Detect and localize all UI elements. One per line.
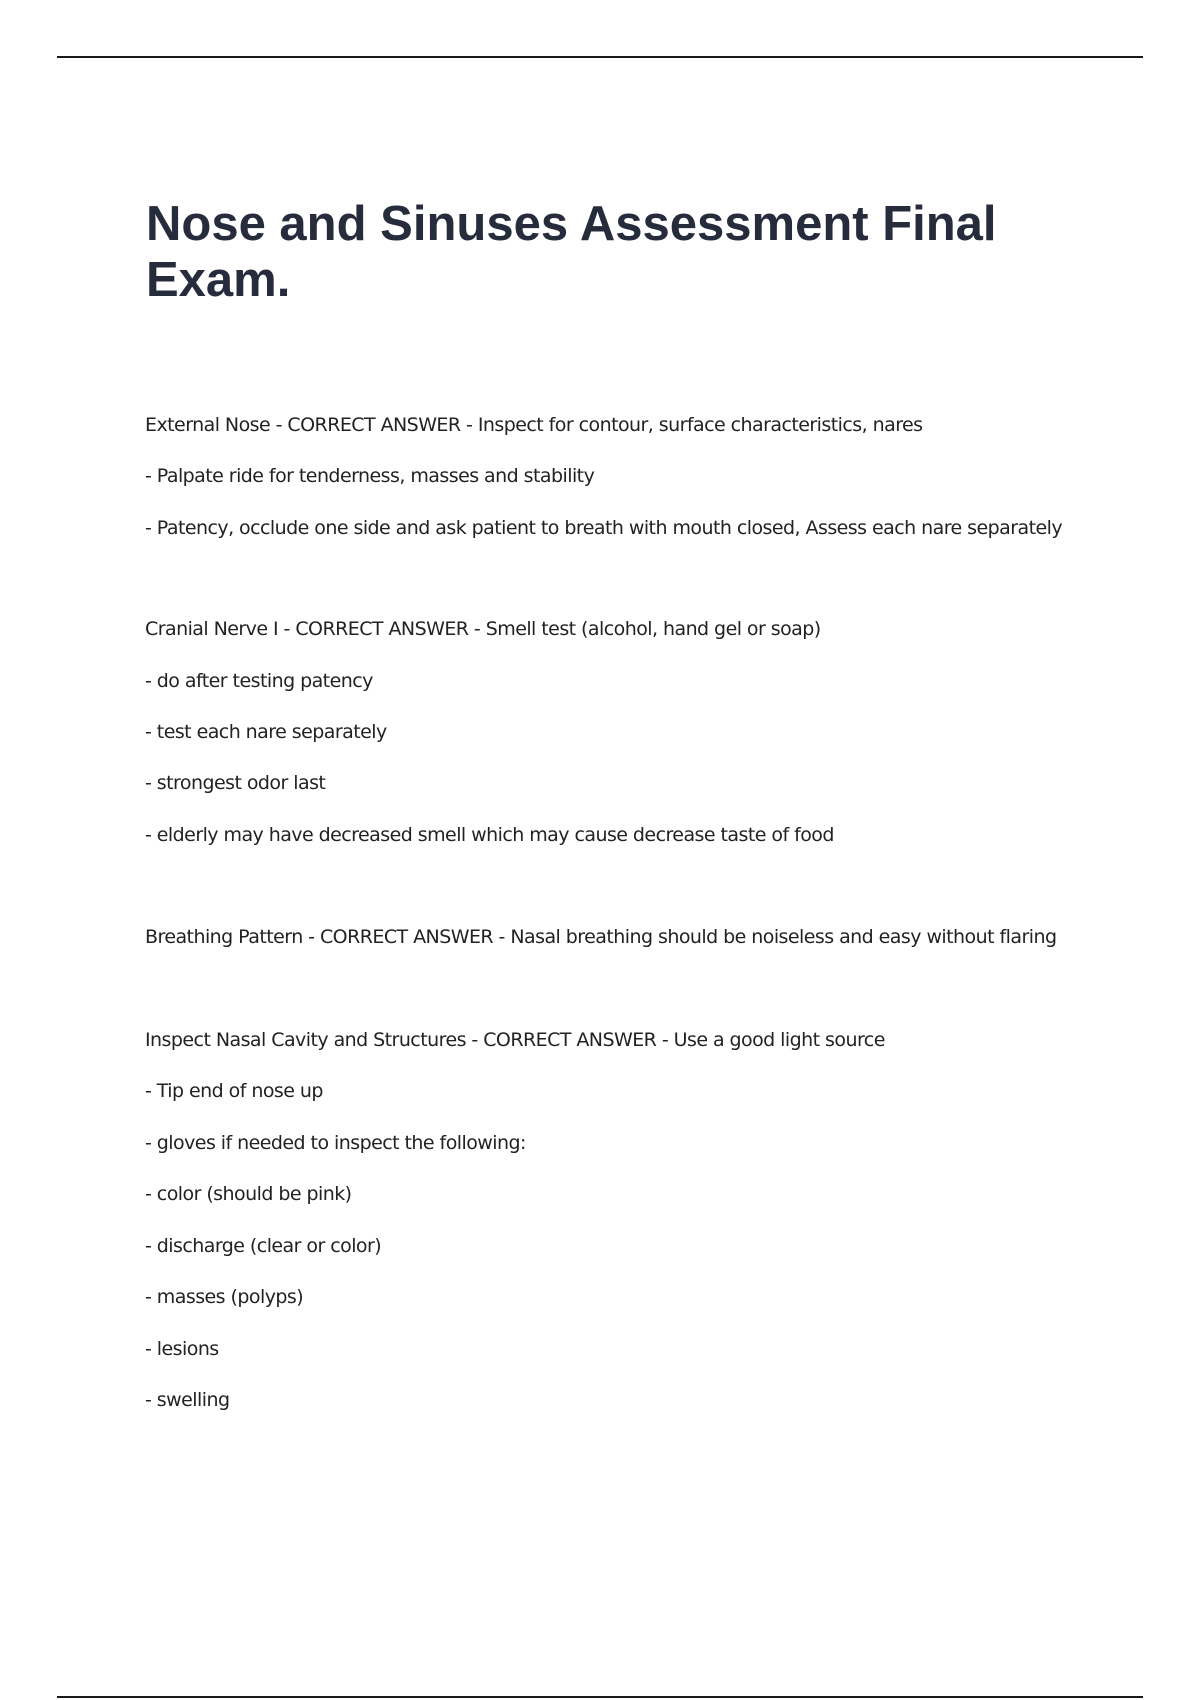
bullet-line: - elderly may have decreased smell which may cause decrease taste of food	[145, 824, 834, 846]
footer-rule	[57, 1696, 1143, 1698]
bullet-line: - masses (polyps)	[145, 1286, 304, 1308]
qa-cranial-nerve: Cranial Nerve I - CORRECT ANSWER - Smell test (alcohol, hand gel or soap)	[145, 618, 821, 640]
bullet-line: - test each nare separately	[145, 721, 387, 743]
qa-breathing-pattern: Breathing Pattern - CORRECT ANSWER - Nasal breathing should be noiseless and easy without flaring	[145, 926, 1057, 948]
bullet-line: - do after testing patency	[145, 670, 373, 692]
page-title: Nose and Sinuses Assessment Final Exam.	[146, 197, 997, 307]
bullet-line: - discharge (clear or color)	[145, 1235, 382, 1257]
bullet-line: - gloves if needed to inspect the following:	[145, 1132, 526, 1154]
bullet-line: - Palpate ride for tenderness, masses and stability	[145, 465, 595, 487]
bullet-line: - Patency, occlude one side and ask patient to breath with mouth closed, Assess each nare separately	[145, 517, 1063, 539]
bullet-line: - lesions	[145, 1338, 219, 1360]
bullet-line: - color (should be pink)	[145, 1183, 352, 1205]
qa-nasal-cavity: Inspect Nasal Cavity and Structures - CORRECT ANSWER - Use a good light source	[145, 1029, 885, 1051]
bullet-line: - strongest odor last	[145, 772, 326, 794]
bullet-line: - Tip end of nose up	[145, 1080, 323, 1102]
qa-external-nose: External Nose - CORRECT ANSWER - Inspect for contour, surface characteristics, nares	[145, 414, 923, 436]
bullet-line: - swelling	[145, 1389, 230, 1411]
header-rule	[57, 56, 1143, 58]
